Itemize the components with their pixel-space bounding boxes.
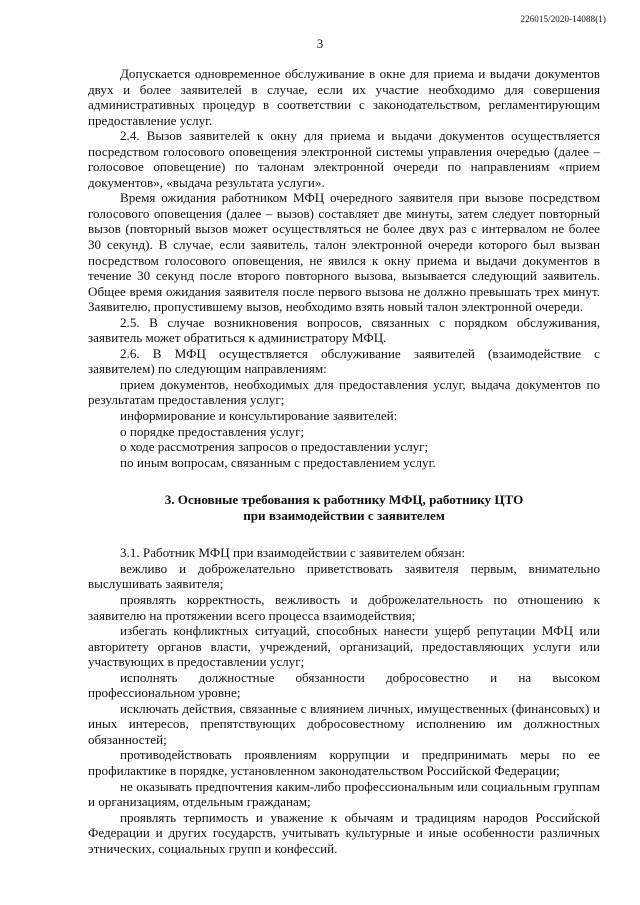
list-item-perform-duties: исполнять должностные обязанности добросовестно и на высоком профессиональном уровне; bbox=[88, 669, 600, 701]
section-3-title-line-1: 3. Основные требования к работнику МФЦ, работнику ЦТО bbox=[164, 492, 524, 508]
document-body bbox=[88, 66, 600, 856]
paragraph-2-6-service-directions: 2.6. В МФЦ осуществляется обслуживание заявителей (взаимодействие с заявителем) по следующим направлениям: bbox=[88, 345, 600, 377]
paragraph-simultaneous-service: Допускается одновременное обслуживание в окне для приема и выдачи документов двух и более заявителей в случае, если их участие необходимо для совершения административных процедур в соответствии с законодательством, регламентирующим предоставление услуг. bbox=[88, 66, 600, 128]
list-item-document-intake: прием документов, необходимых для предоставления услуг, выдача документов по результатам предоставления услуг; bbox=[88, 376, 600, 408]
list-item-request-progress: о ходе рассмотрения запросов о предоставлении услуг; bbox=[120, 439, 429, 455]
section-3-title-line-2: при взаимодействии с заявителем bbox=[243, 507, 445, 523]
document-registration-code: 226015/2020-14088(1) bbox=[520, 14, 606, 24]
list-item-other-questions: по иным вопросам, связанным с предоставлением услуг. bbox=[120, 454, 436, 470]
paragraph-2-4-call-procedure: 2.4. Вызов заявителей к окну для приема и выдачи документов осуществляется посредством голосового оповещения электронной системы управления очередью (далее – голосовое оповещение) по талонам электронной очереди по направлениям «прием документов», «выдача результата услуги». bbox=[88, 128, 600, 190]
list-item-avoid-conflicts: избегать конфликтных ситуаций, способных нанести ущерб репутации МФЦ или авторитету органов власти, учреждений, организаций, предоставляющих услуги или участвующих в предоставлении услуг; bbox=[88, 623, 600, 670]
list-item-exclude-interests: исключать действия, связанные с влиянием личных, имущественных (финансовых) и иных интересов, препятствующих добросовестному исполнению им должностных обязанностей; bbox=[88, 700, 600, 747]
paragraph-2-5-questions: 2.5. В случае возникновения вопросов, связанных с порядком обслуживания, заявитель может обратиться к администратору МФЦ. bbox=[88, 314, 600, 346]
list-item-service-procedure: о порядке предоставления услуг; bbox=[120, 423, 305, 439]
spacer bbox=[88, 470, 600, 492]
list-item-greet-politely: вежливо и доброжелательно приветствовать заявителя первым, внимательно выслушивать заявителя; bbox=[88, 560, 600, 592]
paragraph-3-1-obligations: 3.1. Работник МФЦ при взаимодействии с заявителем обязан: bbox=[120, 545, 466, 561]
paragraph-waiting-time: Время ожидания работником МФЦ очередного заявителя при вызове посредством голосового оповещения (далее – вызов) составляет две минуты, затем следует повторный вызов (повторный вызов может осуществляться не более двух раз с интервалом не более 30 секунд). В случае, если заявитель, талон электронной очереди которого был вызван посредством голосового оповещения, не явился к окну приема и выдачи документов в течение 30 секунд после второго повторного вызова, вызывается следующий заявитель. Общее время ожидания заявителя после первого вызова не должно превышать трех минут. Заявителю, пропустившему вызов, необходимо взять новый талон электронной очереди. bbox=[88, 190, 600, 315]
list-item-no-preferences: не оказывать предпочтения каким-либо профессиональным или социальным группам и организациям, отдельным гражданам; bbox=[88, 778, 600, 810]
list-item-tolerance: проявлять терпимость и уважение к обычаям и традициям народов Российской Федерации и других государств, учитывать культурные и иные особенности различных этнических, социальных групп и конфессий. bbox=[88, 809, 600, 856]
list-item-informing: информирование и консультирование заявителей: bbox=[120, 408, 398, 424]
list-item-anti-corruption: противодействовать проявлениям коррупции и предпринимать меры по ее профилактике в порядке, установленном законодательством Российской Федерации; bbox=[88, 747, 600, 778]
page-number: 3 bbox=[316, 36, 324, 51]
spacer bbox=[88, 523, 600, 545]
list-item-correctness: проявлять корректность, вежливость и доброжелательность по отношению к заявителю на протяжении всего процесса взаимодействия; bbox=[88, 591, 600, 623]
